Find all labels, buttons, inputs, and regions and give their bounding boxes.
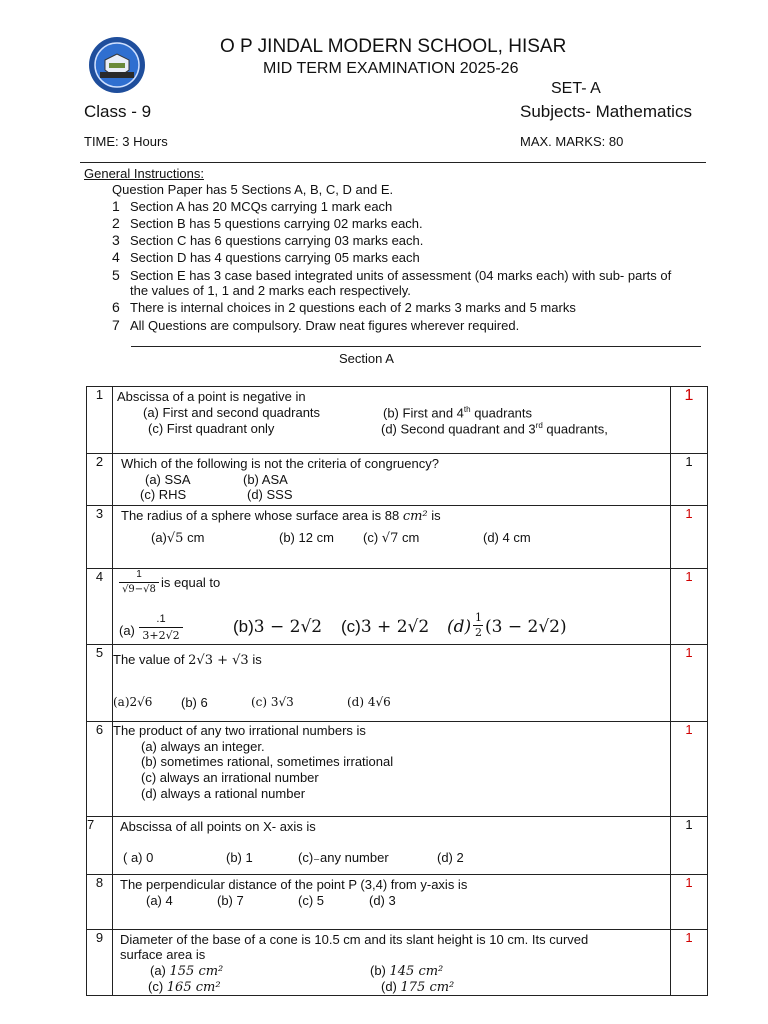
question-number: 9 (87, 930, 113, 996)
marks: 1 (671, 387, 708, 454)
option-a: (a) 155 cm² (150, 963, 224, 979)
question-text: Abscissa of a point is negative in (117, 389, 306, 404)
option-d: (d) 3 (369, 893, 396, 908)
question-row (87, 722, 708, 817)
question-number: 8 (87, 875, 113, 930)
question-text-cont: surface area is (120, 947, 206, 962)
question-number: 6 (87, 722, 113, 817)
option-c: (c) always an irrational number (141, 770, 319, 785)
instruction-item: 6 There is internal choices in 2 questions each of 2 marks 3 marks and 5 marks (112, 299, 576, 315)
question-cell (113, 930, 671, 996)
option-b: (b) 145 cm² (370, 963, 444, 979)
option-c: (c) 165 cm² (148, 979, 221, 995)
option-d: (d) always a rational number (141, 786, 306, 801)
option-a: (a)√5 cm (151, 530, 205, 546)
question-row (87, 569, 708, 645)
question-text: Diameter of the base of a cone is 10.5 cm and its slant height is 10 cm. Its curved (120, 932, 589, 947)
question-text: The radius of a sphere whose surface area is 88 cm² is (121, 508, 441, 524)
exam-title: MID TERM EXAMINATION 2025-26 (263, 60, 519, 77)
option-d-label: (d) (447, 617, 472, 637)
instructions-intro: Question Paper has 5 Sections A, B, C, D and E. (112, 182, 394, 197)
school-logo-icon (88, 36, 146, 94)
option-d-half-den: 2 (475, 626, 482, 639)
option-d: (d) 4 cm (483, 530, 531, 545)
question-number: 2 (87, 454, 113, 506)
option-b: (b) 7 (217, 893, 244, 908)
school-name: O P JINDAL MODERN SCHOOL, HISAR (220, 36, 567, 57)
question-row (87, 817, 708, 875)
header-divider (80, 162, 706, 163)
marks: 1 (671, 645, 708, 722)
marks: 1 (671, 875, 708, 930)
question-number: 7 (87, 817, 113, 875)
question-cell (113, 454, 671, 506)
option-a-label: (a) (119, 623, 135, 638)
option-c: (c) √7 cm (363, 530, 420, 546)
option-a-numerator: .1 (156, 613, 166, 625)
instruction-item: 7 All Questions are compulsory. Draw neat figures wherever required. (112, 317, 520, 333)
question-row (87, 454, 708, 506)
option-a: (a)2√6 (113, 695, 153, 709)
question-text: is equal to (161, 575, 221, 590)
option-b: (b) 6 (181, 695, 208, 710)
marks: 1 (671, 506, 708, 569)
option-d: (d) 175 cm² (381, 979, 455, 995)
instructions-title: General Instructions: (84, 166, 204, 181)
option-b: (b) sometimes rational, sometimes irrational (141, 754, 394, 769)
marks: 1 (671, 722, 708, 817)
question-number: 5 (87, 645, 113, 722)
question-row (87, 387, 708, 454)
option-b: (b) First and 4th quadrants (383, 405, 533, 421)
question-cell (113, 875, 671, 930)
subject-label: Subjects- Mathematics (520, 102, 692, 121)
option-a: (a) always an integer. (141, 739, 265, 754)
option-d: (d) 2 (437, 850, 464, 865)
question-text: Abscissa of all points on X- axis is (120, 819, 316, 834)
option-d: (3 − 2√2) (485, 617, 567, 637)
option-d: (d) 4√6 (347, 695, 391, 709)
option-c: (c) 5 (298, 893, 324, 908)
option-b: (b) 12 cm (279, 530, 334, 545)
option-c: (c) First quadrant only (148, 421, 275, 436)
question-text: Which of the following is not the criteria of congruency? (121, 456, 439, 471)
class-label: Class - 9 (84, 102, 152, 121)
option-b: (b)3 − 2√2 (233, 617, 323, 637)
question-text: The perpendicular distance of the point P (3,4) from y-axis is (120, 877, 468, 892)
option-a: ( a) 0 (123, 850, 154, 865)
set-label: SET- A (551, 80, 601, 97)
option-c: (c) 3√3 (251, 695, 294, 709)
question-text: The product of any two irrational numbers is (113, 723, 366, 738)
fraction-bar (119, 582, 159, 583)
question-row (87, 506, 708, 569)
marks: 1 (671, 569, 708, 645)
question-number: 4 (87, 569, 113, 645)
option-b: (b) ASA (243, 472, 288, 487)
section-title: Section A (339, 351, 394, 366)
option-c: (c)3 + 2√2 (341, 617, 430, 637)
max-marks-label: MAX. MARKS: 80 (520, 134, 624, 149)
option-a: (a) SSA (145, 472, 191, 487)
instruction-item: 5 Section E has 3 case based integrated units of assessment (04 marks each) with sub- parts of (112, 267, 672, 283)
instruction-item: 3 Section C has 6 questions carrying 03 marks each. (112, 232, 424, 248)
question-cell (113, 817, 671, 875)
option-c: (c) RHS (140, 487, 187, 502)
question-text: The value of 2√3 + √3 is (113, 652, 262, 668)
marks: 1 (671, 454, 708, 506)
fraction-bar (139, 627, 183, 628)
option-d-half-num: 1 (475, 611, 482, 624)
question-cell (113, 722, 671, 817)
option-c: (c)₋any number (298, 850, 389, 865)
questions-table (86, 386, 708, 996)
question-cell (113, 645, 671, 722)
question-cell (113, 569, 671, 645)
option-d: (d) SSS (247, 487, 293, 502)
marks: 1 (671, 817, 708, 875)
option-a-denominator: 3+2√2 (142, 629, 180, 642)
question-row (87, 875, 708, 930)
question-row (87, 645, 708, 722)
fraction-denominator: √9−√8 (122, 584, 156, 595)
option-d: (d) Second quadrant and 3rd quadrants, (381, 421, 608, 437)
option-a: (a) First and second quadrants (143, 405, 321, 420)
instruction-item: 1 Section A has 20 MCQs carrying 1 mark each (112, 198, 393, 214)
time-label: TIME: 3 Hours (84, 134, 168, 149)
question-number: 3 (87, 506, 113, 569)
question-cell (113, 387, 671, 454)
option-a: (a) 4 (146, 893, 173, 908)
fraction-numerator: 1 (136, 569, 142, 580)
option-b: (b) 1 (226, 850, 253, 865)
marks: 1 (671, 930, 708, 996)
question-row (87, 930, 708, 996)
question-number: 1 (87, 387, 113, 454)
instruction-item: 2 Section B has 5 questions carrying 02 marks each. (112, 215, 423, 231)
instruction-item-cont: the values of 1, 1 and 2 marks each respectively. (130, 283, 411, 298)
question-cell (113, 506, 671, 569)
instruction-item: 4 Section D has 4 questions carrying 05 marks each (112, 249, 420, 265)
section-divider (131, 346, 701, 347)
